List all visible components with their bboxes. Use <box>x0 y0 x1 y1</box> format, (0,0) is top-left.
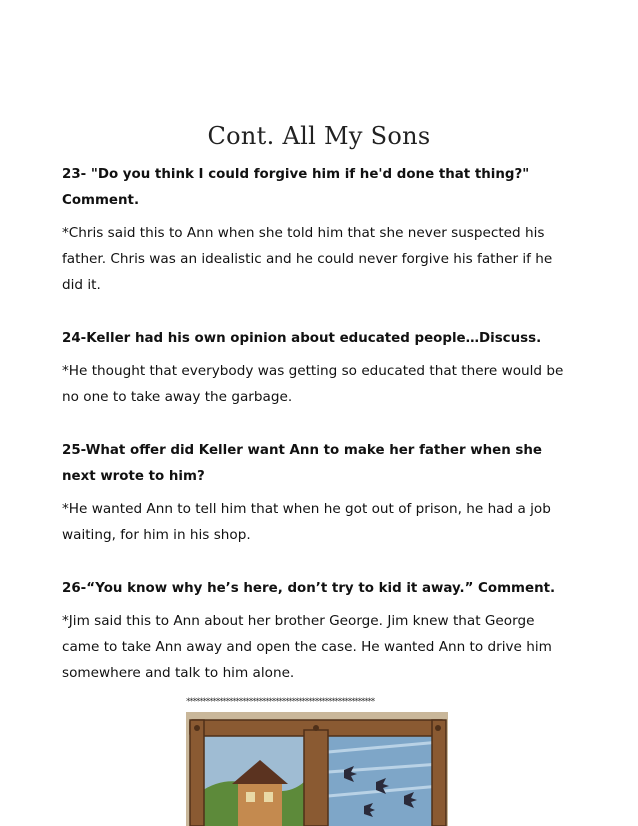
page-title: Cont. All My Sons <box>207 122 431 150</box>
question-23-line-1: 23- "Do you think I could forgive him if he'd done that thing?" <box>62 167 530 182</box>
answer-23-line-2: father. Chris was an idealistic and he could never forgive his father if he <box>62 251 553 267</box>
answer-25-line-1: *He wanted Ann to tell him that when he got out of prison, he had a job <box>62 501 551 517</box>
qa-item-23 <box>62 162 582 298</box>
qa-item-24 <box>62 326 582 410</box>
window-painting-icon <box>186 712 448 826</box>
question-26-line-1: 26-“You know why he’s here, don’t try to kid it away.” Comment. <box>62 581 556 596</box>
answer-26-line-1: *Jim said this to Ann about her brother George. Jim knew that George <box>62 613 535 629</box>
answer-25 <box>62 496 582 548</box>
question-24 <box>62 326 582 352</box>
answer-26 <box>62 608 582 686</box>
answer-26-line-3: somewhere and talk to him alone. <box>62 665 295 681</box>
question-25-line-2: next wrote to him? <box>62 469 205 484</box>
question-25-line-1: 25-What offer did Keller want Ann to make her father when she <box>62 443 542 458</box>
answer-25-line-2: waiting, for him in his shop. <box>62 527 251 543</box>
answer-24-line-2: no one to take away the garbage. <box>62 389 293 405</box>
question-25 <box>62 438 582 490</box>
answer-26-line-2: came to take Ann away and open the case. He wanted Ann to drive him <box>62 639 552 655</box>
answer-24-line-1: *He thought that everybody was getting so educated that there would be <box>62 363 564 379</box>
question-23-line-2: Comment. <box>62 193 140 208</box>
question-23 <box>62 162 582 214</box>
qa-item-25 <box>62 438 582 548</box>
star-separator: ********************************************************* <box>186 697 375 707</box>
qa-item-26 <box>62 576 582 686</box>
answer-23-line-1: *Chris said this to Ann when she told him that she never suspected his <box>62 225 545 241</box>
answer-24 <box>62 358 582 410</box>
question-26 <box>62 576 582 602</box>
answer-23-line-3: did it. <box>62 277 101 293</box>
question-24-line-1: 24-Keller had his own opinion about educated people…Discuss. <box>62 331 542 346</box>
qa-content <box>62 162 582 686</box>
answer-23 <box>62 220 582 298</box>
